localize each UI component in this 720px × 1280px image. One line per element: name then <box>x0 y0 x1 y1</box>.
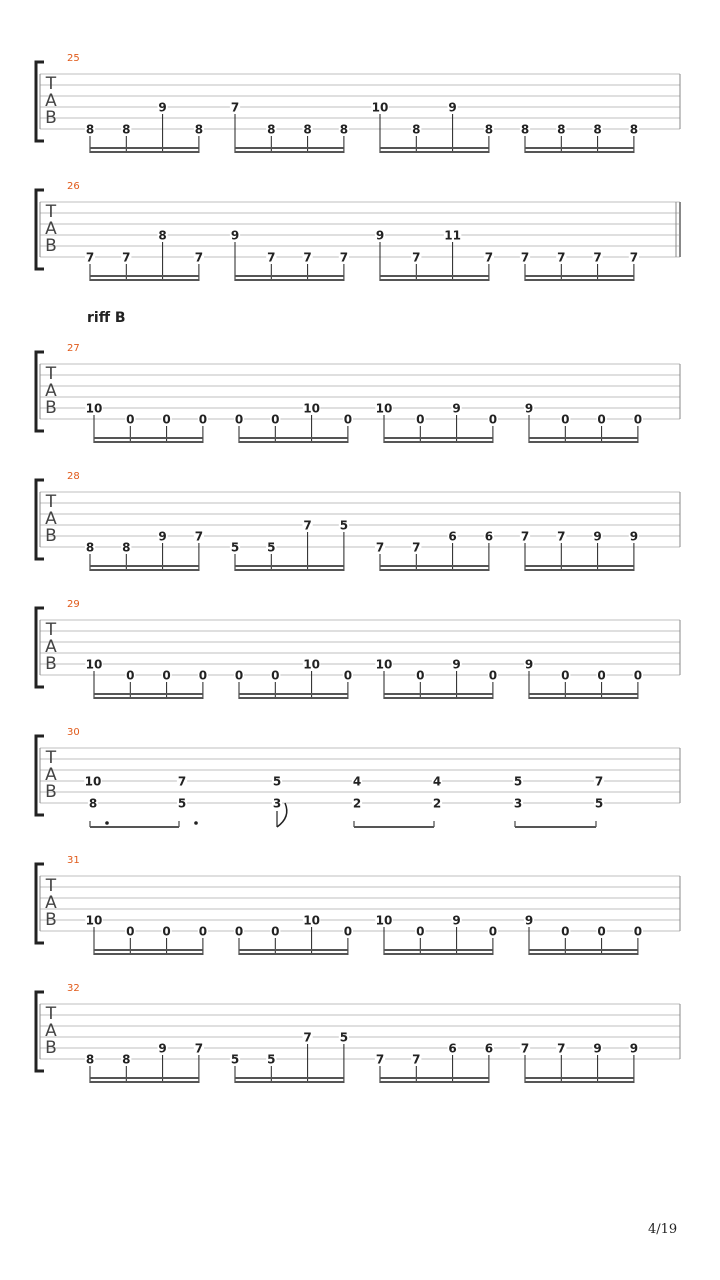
tab-clef-letter: A <box>45 381 57 401</box>
fret-number: 9 <box>452 913 461 928</box>
fret-number: 8 <box>85 122 95 137</box>
tab-clef-letter: A <box>45 1021 57 1041</box>
fret-number: 0 <box>162 412 171 427</box>
fret-number: 3 <box>272 796 282 811</box>
tab-clef-letter: B <box>45 782 57 802</box>
fret-number: 9 <box>524 401 534 416</box>
fret-number: 7 <box>484 250 494 265</box>
tab-clef-letter: A <box>45 509 57 529</box>
fret-number: 8 <box>194 122 204 137</box>
fret-number: 7 <box>520 529 530 544</box>
measure-number: 32 <box>67 983 80 994</box>
fret-number: 2 <box>352 796 362 811</box>
fret-number: 9 <box>452 401 461 416</box>
fret-number: 9 <box>375 228 385 243</box>
fret-number: 4 <box>352 774 362 789</box>
fret-number: 7 <box>594 774 604 789</box>
tab-clef-letter: T <box>45 620 57 640</box>
fret-number: 0 <box>343 668 353 683</box>
fret-number: 9 <box>593 1041 602 1056</box>
fret-number: 5 <box>230 540 240 555</box>
fret-number: 7 <box>339 250 349 265</box>
tab-clef-letter: A <box>45 637 57 657</box>
fret-number: 9 <box>158 1041 167 1056</box>
fret-number: 0 <box>633 412 643 427</box>
fret-number: 6 <box>484 529 494 544</box>
fret-number: 7 <box>375 1052 385 1067</box>
measure-number: 27 <box>67 343 80 354</box>
fret-number: 7 <box>557 1041 566 1056</box>
fret-number: 0 <box>198 924 208 939</box>
fret-number: 11 <box>444 228 461 243</box>
fret-number: 0 <box>343 924 353 939</box>
fret-number: 4 <box>432 774 442 789</box>
fret-number: 8 <box>303 122 312 137</box>
tab-clef-letter: T <box>45 202 57 222</box>
fret-number: 0 <box>198 412 208 427</box>
fret-number: 9 <box>629 1041 639 1056</box>
fret-number: 9 <box>593 529 602 544</box>
fret-number: 0 <box>271 924 280 939</box>
section-label-riff-b: riff B <box>87 310 126 326</box>
tab-clef-letter: A <box>45 893 57 913</box>
fret-number: 7 <box>230 100 240 115</box>
fret-number: 0 <box>234 412 244 427</box>
fret-number: 9 <box>158 100 167 115</box>
tab-clef-letter: B <box>45 910 57 930</box>
fret-number: 0 <box>416 412 425 427</box>
fret-number: 6 <box>448 1041 457 1056</box>
fret-number: 0 <box>126 668 135 683</box>
fret-number: 7 <box>412 250 421 265</box>
measure-number: 28 <box>67 471 80 482</box>
fret-number: 7 <box>177 774 187 789</box>
fret-number: 0 <box>271 412 280 427</box>
tab-clef-letter: A <box>45 91 57 111</box>
fret-number: 10 <box>375 657 393 672</box>
fret-number: 0 <box>633 668 643 683</box>
fret-number: 5 <box>177 796 187 811</box>
page-number: 4/19 <box>648 1222 678 1237</box>
fret-number: 0 <box>633 924 643 939</box>
fret-number: 8 <box>122 1052 131 1067</box>
fret-number: 9 <box>629 529 639 544</box>
fret-number: 7 <box>412 540 421 555</box>
fret-number: 0 <box>126 924 135 939</box>
fret-number: 7 <box>629 250 639 265</box>
fret-number: 7 <box>412 1052 421 1067</box>
measure-number: 25 <box>67 53 80 64</box>
fret-number: 7 <box>593 250 602 265</box>
fret-number: 10 <box>85 913 103 928</box>
measure-number: 30 <box>67 727 80 738</box>
fret-number: 7 <box>267 250 276 265</box>
rhythm-dot <box>194 821 198 825</box>
fret-number: 9 <box>230 228 240 243</box>
fret-number: 9 <box>158 529 167 544</box>
tab-clef-letter: T <box>45 492 57 512</box>
fret-number: 9 <box>524 657 534 672</box>
fret-number: 10 <box>85 401 103 416</box>
fret-number: 8 <box>88 796 98 811</box>
fret-number: 7 <box>194 250 204 265</box>
fret-number: 7 <box>375 540 385 555</box>
fret-number: 7 <box>194 529 204 544</box>
fret-number: 10 <box>303 401 320 416</box>
fret-number: 5 <box>230 1052 240 1067</box>
tab-clef-letter: A <box>45 765 57 785</box>
fret-number: 7 <box>85 250 95 265</box>
fret-number: 10 <box>303 657 320 672</box>
tab-clef-letter: T <box>45 876 57 896</box>
fret-number: 5 <box>267 540 276 555</box>
fret-number: 8 <box>122 540 131 555</box>
measure-number: 31 <box>67 855 80 866</box>
fret-number: 0 <box>416 668 425 683</box>
fret-number: 8 <box>158 228 167 243</box>
tab-clef-letter: B <box>45 654 57 674</box>
fret-number: 0 <box>271 668 280 683</box>
fret-number: 8 <box>520 122 530 137</box>
fret-number: 8 <box>267 122 276 137</box>
fret-number: 10 <box>375 401 393 416</box>
fret-number: 2 <box>432 796 442 811</box>
fret-number: 8 <box>593 122 602 137</box>
fret-number: 0 <box>126 412 135 427</box>
tab-clef-letter: T <box>45 1004 57 1024</box>
fret-number: 7 <box>557 529 566 544</box>
fret-number: 7 <box>194 1041 204 1056</box>
fret-number: 8 <box>122 122 131 137</box>
fret-number: 8 <box>484 122 494 137</box>
fret-number: 10 <box>85 657 103 672</box>
fret-number: 9 <box>448 100 457 115</box>
fret-number: 0 <box>561 668 570 683</box>
fret-number: 5 <box>272 774 282 789</box>
tab-clef-letter: B <box>45 526 57 546</box>
fret-number: 8 <box>557 122 566 137</box>
fret-number: 7 <box>520 250 530 265</box>
fret-number: 0 <box>198 668 208 683</box>
fret-number: 0 <box>488 412 498 427</box>
fret-number: 0 <box>561 924 570 939</box>
fret-number: 10 <box>84 774 102 789</box>
fret-number: 8 <box>339 122 349 137</box>
fret-number: 0 <box>162 668 171 683</box>
tab-clef-letter: T <box>45 364 57 384</box>
tab-clef-letter: T <box>45 748 57 768</box>
fret-number: 0 <box>597 412 606 427</box>
tab-clef-letter: T <box>45 74 57 94</box>
fret-number: 0 <box>488 924 498 939</box>
fret-number: 0 <box>488 668 498 683</box>
rhythm-dot <box>105 821 109 825</box>
tab-clef-letter: A <box>45 219 57 239</box>
fret-number: 7 <box>520 1041 530 1056</box>
fret-number: 9 <box>452 657 461 672</box>
fret-number: 0 <box>561 412 570 427</box>
fret-number: 8 <box>85 540 95 555</box>
measure-number: 29 <box>67 599 80 610</box>
tab-clef-letter: B <box>45 236 57 256</box>
fret-number: 8 <box>412 122 421 137</box>
fret-number: 0 <box>343 412 353 427</box>
fret-number: 0 <box>234 924 244 939</box>
measure-number: 26 <box>67 181 80 192</box>
tab-clef-letter: B <box>45 1038 57 1058</box>
fret-number: 0 <box>234 668 244 683</box>
fret-number: 5 <box>339 518 349 533</box>
fret-number: 7 <box>303 250 312 265</box>
fret-number: 0 <box>416 924 425 939</box>
fret-number: 5 <box>594 796 604 811</box>
fret-number: 0 <box>162 924 171 939</box>
fret-number: 7 <box>122 250 131 265</box>
fret-number: 8 <box>85 1052 95 1067</box>
fret-number: 6 <box>484 1041 494 1056</box>
fret-number: 5 <box>513 774 523 789</box>
fret-number: 7 <box>303 1030 312 1045</box>
fret-number: 10 <box>371 100 389 115</box>
fret-number: 9 <box>524 913 534 928</box>
fret-number: 0 <box>597 924 606 939</box>
tab-clef-letter: B <box>45 108 57 128</box>
fret-number: 3 <box>513 796 523 811</box>
fret-number: 5 <box>339 1030 349 1045</box>
fret-number: 7 <box>303 518 312 533</box>
fret-number: 10 <box>375 913 393 928</box>
fret-number: 5 <box>267 1052 276 1067</box>
fret-number: 0 <box>597 668 606 683</box>
tab-clef-letter: B <box>45 398 57 418</box>
fret-number: 6 <box>448 529 457 544</box>
fret-number: 10 <box>303 913 320 928</box>
fret-number: 8 <box>629 122 639 137</box>
fret-number: 7 <box>557 250 566 265</box>
